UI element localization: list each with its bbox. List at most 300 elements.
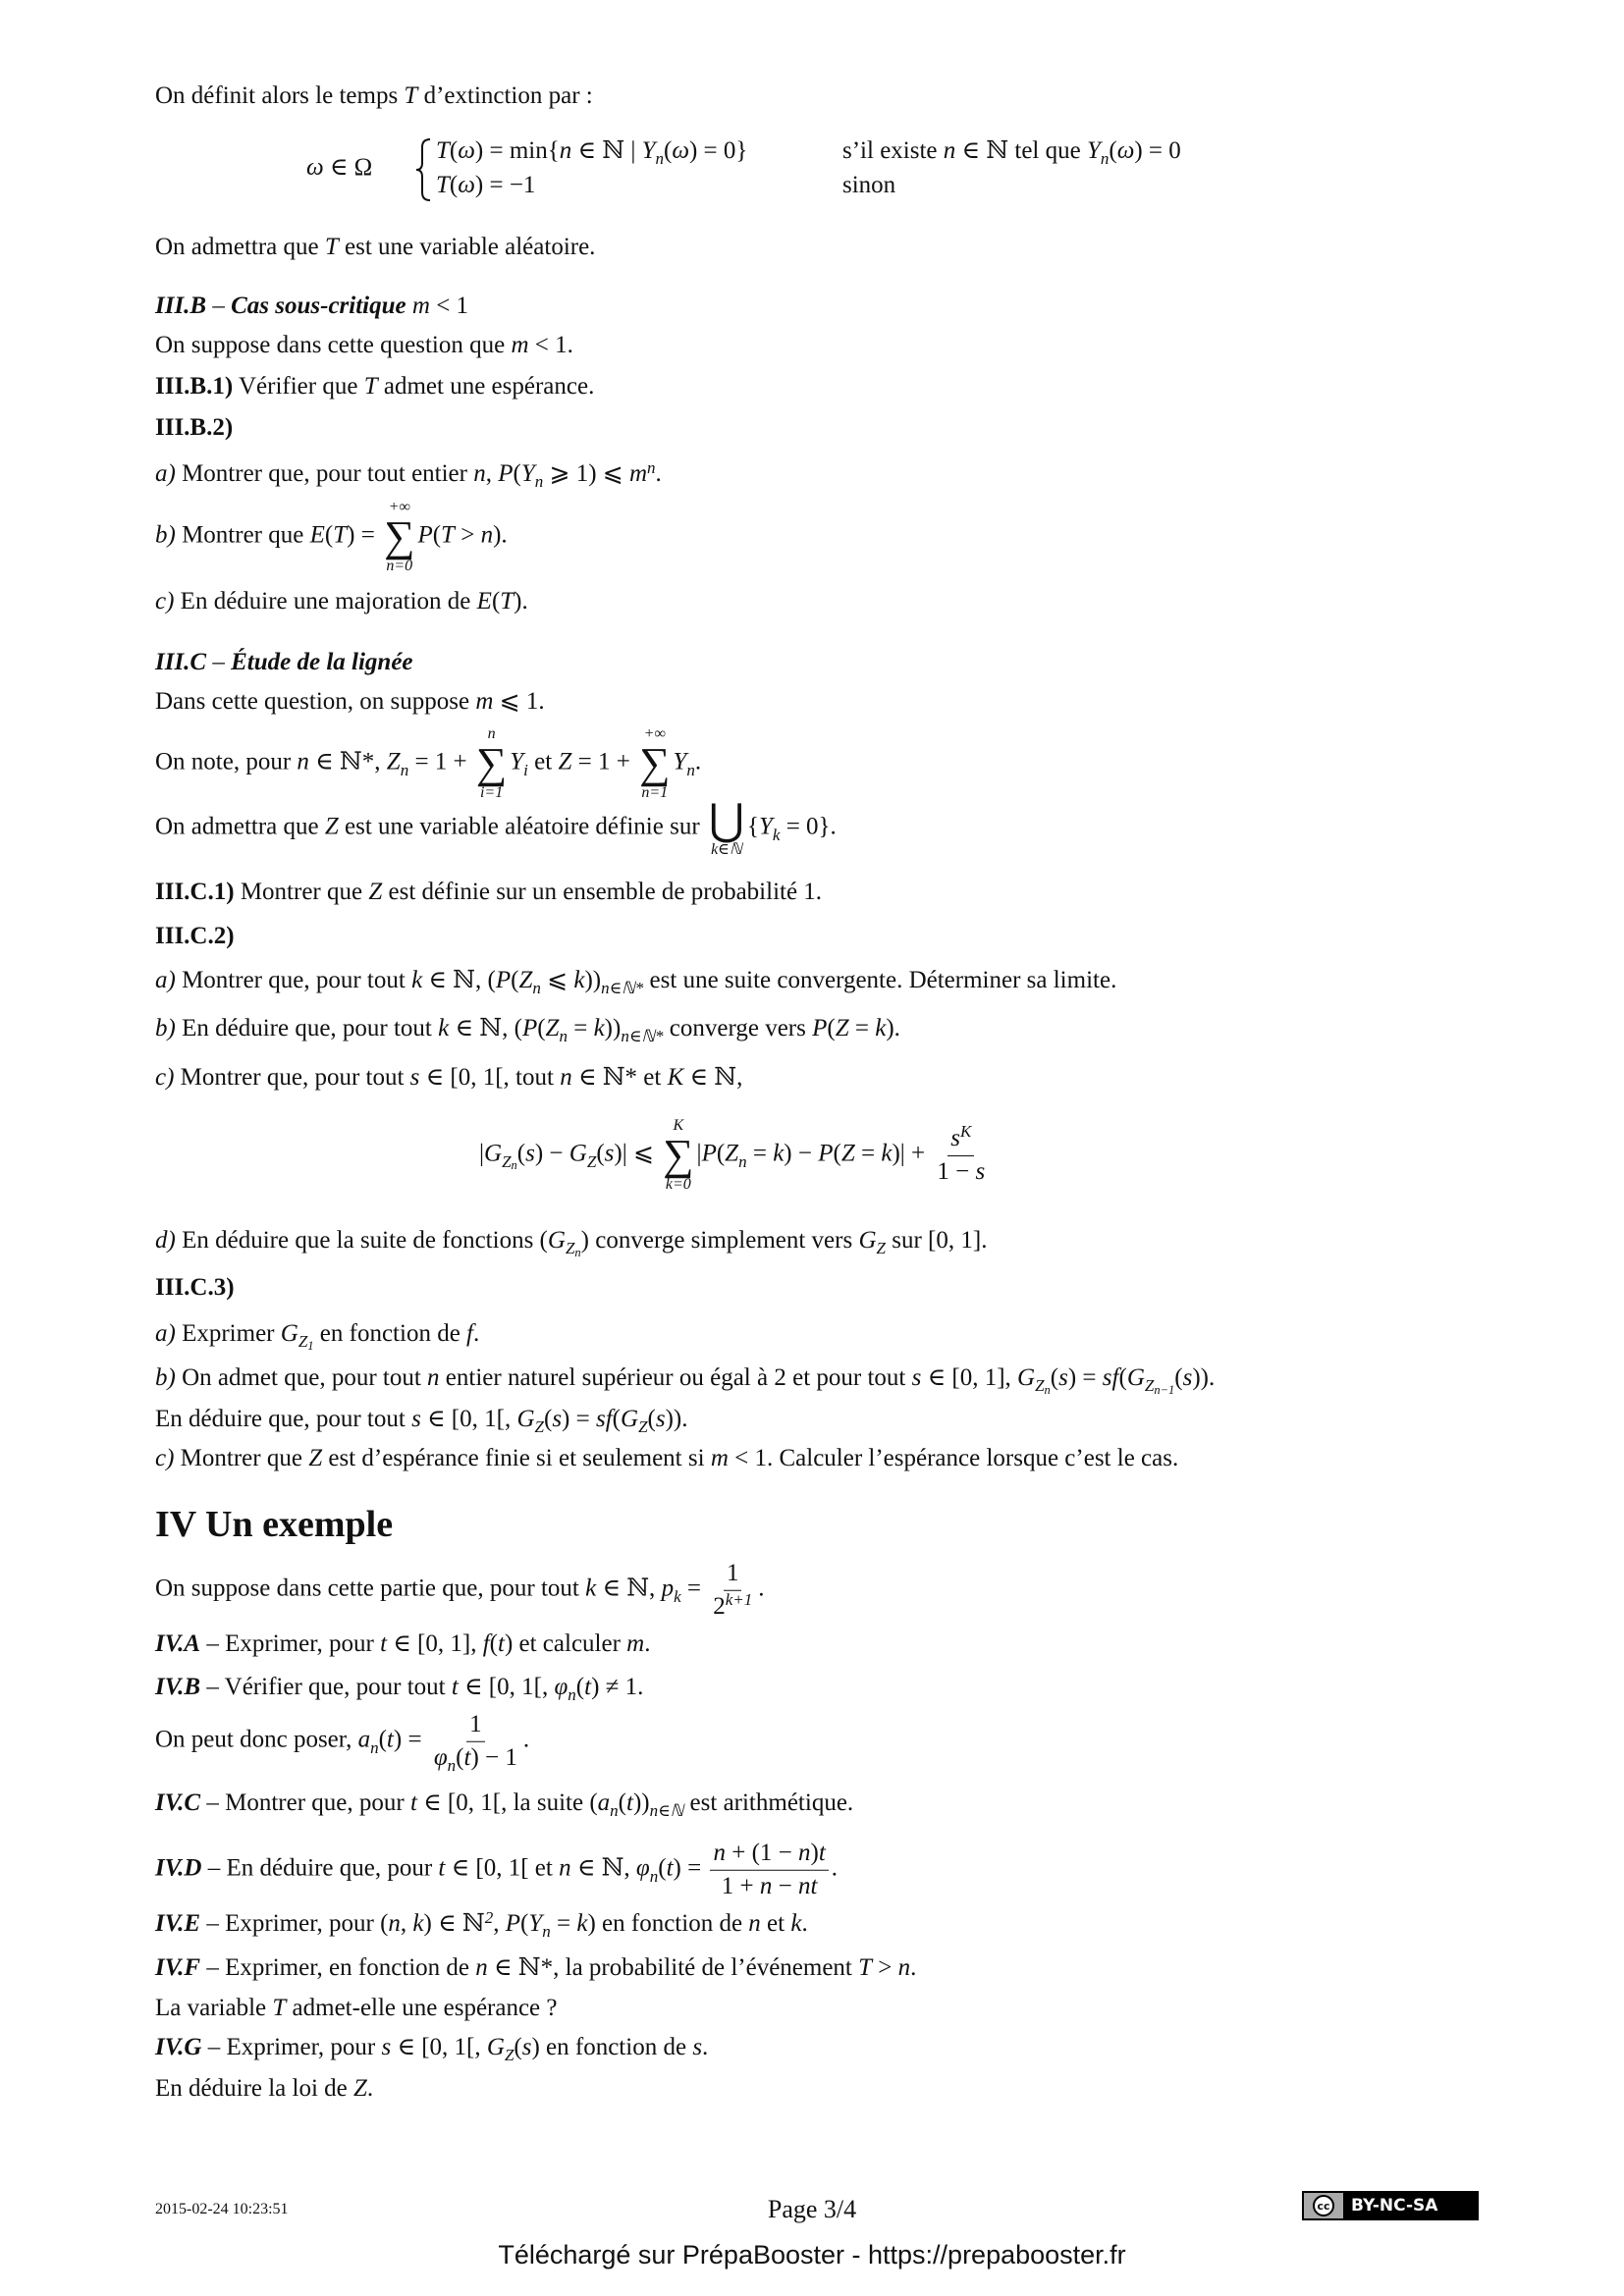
text-line [155, 648, 413, 677]
text-run: t [386, 1726, 394, 1753]
page-number: Page 3/4 [767, 2195, 857, 2223]
text-run: a) [155, 460, 176, 487]
text-run: φ [433, 1743, 448, 1771]
text-run: m [626, 1630, 645, 1657]
text-run: k [790, 1910, 802, 1937]
text-run: ω [1116, 137, 1135, 164]
text-run: . [910, 1954, 917, 1981]
text-run: < 1. Calculer l’espérance lorsque c’est le cas. [728, 1445, 1179, 1471]
sum-upper-bound: K [673, 1117, 684, 1134]
download-notice: Téléchargé sur PrépaBooster - https://prepabooster.fr [498, 2240, 1126, 2269]
text-run: Montrer que [175, 521, 310, 549]
text-line [155, 1014, 900, 1043]
text-run: c) [155, 588, 175, 614]
text-run: t [818, 1839, 826, 1866]
text-line [155, 1994, 558, 2023]
text-run: s [552, 1406, 563, 1432]
text-run: – Exprimer, pour ( [200, 1910, 389, 1937]
text-line [155, 2033, 708, 2062]
text-run: = [567, 1015, 594, 1041]
text-run: En déduire une majoration de [174, 588, 477, 614]
text-run: est une variable aléatoire définie sur [338, 813, 706, 840]
text-run: n [1044, 1382, 1051, 1397]
text-run: On suppose dans cette partie que, pour tout [155, 1575, 586, 1602]
text-run: ( [612, 1406, 621, 1432]
text-run: – Montrer que, pour [200, 1789, 410, 1816]
text-run: est d’espérance finie si et seulement si [322, 1445, 711, 1471]
text-run: est une suite convergente. Déterminer sa limite. [643, 967, 1117, 993]
text-run: 1 − [937, 1157, 976, 1185]
text-line [155, 1909, 808, 1939]
text-run: ∈ ℕ tel que [955, 137, 1087, 164]
text-run: ( [1050, 1364, 1059, 1391]
text-run: P [812, 1015, 828, 1041]
text-run: − [772, 1872, 799, 1899]
fraction-numerator [710, 1840, 828, 1871]
text-run: Z [502, 1151, 512, 1171]
text-run: > [872, 1954, 898, 1981]
text-run: t [666, 1854, 674, 1882]
text-run: ) = 0 [1134, 137, 1181, 164]
text-run: ( [1109, 137, 1117, 164]
fraction-numerator [724, 1560, 742, 1591]
text-run: . [702, 2034, 709, 2060]
text-run: n [610, 1800, 619, 1820]
text-run: est une variable aléatoire. [338, 234, 596, 260]
text-run: n [798, 1839, 811, 1866]
text-run: ). [886, 1015, 900, 1041]
text-run: ω [672, 137, 689, 164]
text-line [155, 500, 508, 574]
text-run: IV.C [155, 1789, 201, 1816]
text-run: ∈ ℕ, ( [422, 967, 496, 993]
text-run: 1 [469, 1710, 482, 1737]
text-run: a) [155, 1320, 176, 1347]
text-run: ) = −1 [474, 172, 536, 198]
text-line [842, 171, 895, 200]
text-run: s [975, 1157, 986, 1185]
fraction-denominator [934, 1156, 988, 1187]
text-run: n [534, 471, 544, 491]
text-run: = 1 + [571, 748, 637, 775]
sum-lower-bound: k=0 [665, 1176, 691, 1193]
text-run: On admettra que [155, 234, 325, 260]
text-run: p [661, 1575, 675, 1602]
text-run: Montrer que, pour tout [174, 1064, 410, 1091]
text-run: K [667, 1064, 684, 1091]
math-fraction [710, 1560, 755, 1622]
text-run: G [1126, 1364, 1145, 1391]
text-run: Y [528, 1910, 543, 1937]
text-run: t [463, 1743, 471, 1771]
text-line [155, 1363, 1216, 1397]
text-run: ( [543, 1406, 553, 1432]
sum-lower-bound: i=1 [479, 784, 504, 801]
text-run: k [411, 967, 423, 993]
text-run: s’il existe [842, 137, 944, 164]
text-run: ( [1118, 1364, 1127, 1391]
text-run: ) − [534, 1140, 569, 1167]
text-run: + (1 − [725, 1839, 799, 1866]
text-run: Z [840, 1140, 855, 1167]
sum-lower-bound: k∈ℕ [711, 841, 742, 858]
text-run: ( [575, 1674, 585, 1700]
text-run: ( [456, 1743, 464, 1771]
fraction-denominator [719, 1871, 821, 1901]
text-line [155, 372, 594, 401]
text-run: Étude de la lignée [231, 649, 413, 675]
text-run: )| + [892, 1140, 932, 1167]
text-run: ) = [562, 1406, 596, 1432]
text-run: P [701, 1140, 717, 1167]
text-run: n [559, 1854, 571, 1882]
text-line [479, 1118, 991, 1193]
math-fraction [431, 1711, 520, 1773]
text-run: E [476, 588, 492, 614]
text-run: a [357, 1726, 371, 1753]
text-run: ∈ [0, 1[, la suite ( [416, 1789, 598, 1816]
text-run: t [451, 1674, 459, 1700]
text-run: ∈ ℕ*, la probabilité de l’événement [487, 1954, 859, 1981]
text-run: ( [378, 1726, 387, 1753]
text-line [155, 1319, 480, 1353]
text-run: Dans cette question, on suppose [155, 688, 476, 715]
text-run: ( [716, 1140, 726, 1167]
text-line [842, 136, 1181, 166]
text-run: Z [876, 1238, 886, 1257]
text-run: ( [833, 1140, 841, 1167]
text-run: . [831, 1854, 839, 1882]
text-run: ( [491, 588, 501, 614]
fraction-denominator [710, 1591, 755, 1622]
text-run: s [1182, 1364, 1193, 1391]
text-run: )). [665, 1406, 688, 1432]
text-run: – [206, 649, 232, 675]
text-run: ). [493, 521, 508, 549]
text-run: – [206, 293, 232, 319]
text-run: ) en fonction de [531, 2034, 693, 2060]
text-run: n [427, 1364, 440, 1391]
text-run: ) = 0} [688, 137, 748, 164]
text-run: n [647, 457, 656, 477]
text-run: ) = [1067, 1364, 1103, 1391]
text-run: ( [618, 1789, 626, 1816]
text-run: converge vers [663, 1015, 813, 1041]
sum-symbol: ∑ [663, 1131, 694, 1179]
text-run: ∈ ℕ | [571, 137, 642, 164]
text-run: n∈ℕ [649, 1800, 684, 1820]
text-line [155, 233, 595, 262]
text-run: n [759, 1872, 773, 1899]
text-run: n−1 [1154, 1382, 1175, 1397]
text-run: Cas sous-critique [231, 293, 406, 319]
text-run: s [950, 1124, 961, 1151]
text-run: = [746, 1140, 774, 1167]
text-line [155, 81, 593, 111]
math-sum-operator [384, 500, 414, 574]
text-run: ∈ ℕ, [570, 1854, 636, 1882]
text-run: admet-elle une espérance ? [286, 1995, 558, 2021]
text-line [155, 687, 545, 717]
text-run: La variable [155, 1995, 273, 2021]
text-run: n [574, 1245, 581, 1259]
text-line [155, 1444, 1178, 1473]
text-run: ) ≠ 1. [591, 1674, 644, 1700]
text-run: K [960, 1122, 972, 1142]
text-run: i [523, 760, 528, 779]
text-run: III.B [155, 293, 207, 319]
text-run: ∈ ℕ* et [571, 1064, 668, 1091]
text-run: Z [586, 1151, 597, 1171]
text-run: T [272, 1995, 287, 2021]
text-run: n [738, 1151, 747, 1171]
text-run: n [686, 760, 695, 779]
text-run: ⩾ 1) ⩽ [543, 460, 629, 487]
text-run: T [324, 234, 339, 260]
text-run: m [628, 460, 648, 487]
text-run: Z [565, 1238, 575, 1257]
text-line [155, 292, 468, 321]
text-run: III.B.2) [155, 414, 234, 441]
text-run: a [597, 1789, 611, 1816]
text-run: )). [1192, 1364, 1216, 1391]
text-run: Z [545, 1015, 560, 1041]
text-run: < 1 [429, 293, 469, 319]
text-run: Z [298, 1331, 308, 1351]
text-run: et [527, 748, 559, 775]
text-run: ) = [393, 1726, 428, 1753]
text-run: P [521, 1015, 538, 1041]
text-line [155, 331, 573, 360]
text-run: 1 [726, 1559, 739, 1586]
text-run: ) − [784, 1140, 819, 1167]
text-run: Exprimer [175, 1320, 281, 1347]
text-run: Z [1144, 1375, 1155, 1395]
text-run: n [559, 137, 572, 164]
text-run: < 1. [528, 332, 573, 358]
text-run: On suppose dans cette question que [155, 332, 512, 358]
text-run: ∈ [0, 1[, tout [419, 1064, 561, 1091]
text-line [155, 1789, 853, 1818]
text-run: P [495, 967, 512, 993]
text-run: ∈ ℕ*, [308, 748, 387, 775]
text-run: s [525, 1140, 535, 1167]
text-run: s [692, 2034, 703, 2060]
text-run: ) ∈ ℕ [423, 1910, 485, 1937]
text-run: m [710, 1445, 729, 1471]
text-run: t [438, 1854, 446, 1882]
text-run: ω [458, 137, 475, 164]
text-run: ∈ [0, 1[, [420, 1406, 517, 1432]
text-run: P [417, 521, 433, 549]
text-run: k [585, 1575, 597, 1602]
text-run: G [1017, 1364, 1036, 1391]
text-run: ) en fonction de [587, 1910, 749, 1937]
text-run: ) − 1 [470, 1743, 517, 1771]
text-run: En déduire la loi de [155, 2075, 354, 2102]
text-run: n [655, 148, 664, 168]
text-run: sf [595, 1406, 613, 1432]
text-run: III.C [155, 649, 207, 675]
footer-timestamp: 2015-02-24 10:23:51 [155, 2201, 289, 2217]
text-run: ω [458, 172, 475, 198]
text-run: Z [835, 1015, 849, 1041]
text-run: = 0}. [780, 813, 837, 840]
text-run: . [522, 1726, 530, 1753]
text-run: On admet que, pour tout [175, 1364, 428, 1391]
text-run: 1 [307, 1338, 314, 1353]
text-run: ( [596, 1140, 605, 1167]
text-run: ( [520, 1910, 529, 1937]
fraction-numerator [466, 1711, 485, 1742]
text-run: IV Un exemple [155, 1504, 394, 1546]
text-run: ( [516, 1140, 526, 1167]
text-run: G [568, 1140, 587, 1167]
text-run: T [441, 521, 455, 549]
text-run: n [649, 1866, 659, 1886]
text-run: t [409, 1789, 417, 1816]
text-run: k [875, 1015, 887, 1041]
text-run: ( [514, 2034, 522, 2060]
text-run: – En déduire que, pour [201, 1854, 439, 1882]
text-run: Y [759, 813, 773, 840]
text-run: ) = min{ [474, 137, 560, 164]
text-run: n [475, 1954, 488, 1981]
text-run: ). [514, 588, 528, 614]
text-run: k [438, 1015, 450, 1041]
text-run: n [943, 137, 956, 164]
text-run: n∈ℕ* [621, 1026, 664, 1045]
text-run: ( [489, 1630, 498, 1657]
fraction-numerator [947, 1122, 974, 1156]
sum-symbol: ∑ [384, 512, 415, 561]
text-run: s [655, 1406, 666, 1432]
text-run: . [655, 460, 662, 487]
text-run: G [858, 1227, 877, 1254]
text-run: f [482, 1630, 490, 1657]
text-run: b) [155, 1015, 176, 1041]
text-run: . [644, 1630, 651, 1657]
text-run: n [532, 978, 541, 997]
text-run: = 1 + [408, 748, 473, 775]
text-line [155, 1840, 838, 1901]
text-run: ( [658, 1854, 667, 1882]
text-run: k [573, 967, 585, 993]
section-heading [155, 1503, 393, 1548]
text-run: G [516, 1406, 535, 1432]
text-run: sinon [842, 172, 896, 198]
cc-logo: cc [1304, 2193, 1343, 2218]
text-run: – Exprimer, pour [200, 1630, 381, 1657]
text-run: IV.A [155, 1630, 201, 1657]
text-run: T [500, 588, 514, 614]
text-run: b) [155, 521, 176, 549]
text-run: Z [725, 1140, 739, 1167]
math-sum-operator [708, 796, 744, 858]
text-run: III.C.3) [155, 1274, 235, 1301]
text-run: P [498, 460, 514, 487]
text-run: ⩽ 1. [493, 688, 545, 715]
text-run: )) [632, 1789, 650, 1816]
text-run: f [466, 1320, 473, 1347]
text-run: s [411, 1406, 421, 1432]
text-run: ( [1174, 1364, 1183, 1391]
text-run: a) [155, 967, 176, 993]
text-run: T [404, 82, 418, 109]
text-run: ∈ Ω [323, 154, 373, 181]
text-run: ) = [673, 1854, 708, 1882]
text-run: IV.E [155, 1910, 201, 1937]
text-run: )) [584, 967, 602, 993]
text-run: ( [449, 137, 459, 164]
text-line [155, 1711, 529, 1773]
text-run: k+1 [725, 1590, 753, 1609]
text-line [155, 2074, 373, 2104]
text-run: 1 + [721, 1872, 760, 1899]
text-run: ∈ ℕ, [683, 1064, 743, 1091]
text-run: , [493, 1910, 506, 1937]
text-run: m [475, 688, 494, 715]
text-run: n [897, 1954, 911, 1981]
text-run: m [511, 332, 529, 358]
text-run: ∈ [0, 1[, [391, 2034, 487, 2060]
text-run: On note, pour [155, 748, 298, 775]
text-run: ( [511, 967, 519, 993]
math-fraction [934, 1122, 988, 1187]
text-run: Montrer que, pour tout entier [175, 460, 474, 487]
text-run: )| ⩽ [614, 1140, 661, 1167]
text-run: ( [449, 172, 459, 198]
text-run: k [674, 1586, 681, 1606]
text-line [155, 878, 822, 907]
text-run: III.C.1) [155, 879, 235, 905]
text-run: d) [155, 1227, 176, 1254]
text-run: On peut donc poser, [155, 1726, 358, 1753]
text-run: En déduire que, pour tout [155, 1406, 412, 1432]
text-line [155, 726, 701, 801]
text-run: Y [641, 137, 656, 164]
text-run: k [773, 1140, 785, 1167]
text-line [155, 1560, 765, 1622]
sum-upper-bound: +∞ [643, 725, 666, 742]
text-run: En déduire que la suite de fonctions ( [175, 1227, 548, 1254]
text-run: P [818, 1140, 834, 1167]
text-run: entier naturel supérieur ou égal à 2 et pour tout [439, 1364, 912, 1391]
text-run: , [400, 1910, 413, 1937]
text-run: = [854, 1140, 882, 1167]
text-run: n [480, 521, 494, 549]
text-line [306, 153, 372, 183]
text-run: ⩽ [540, 967, 574, 993]
text-run: . [694, 748, 702, 775]
text-run: n∈ℕ* [601, 978, 644, 997]
text-run: c) [155, 1445, 175, 1471]
text-run: n [568, 1684, 576, 1704]
text-run: T [363, 373, 378, 400]
text-run: t [625, 1789, 633, 1816]
text-run: = [550, 1910, 577, 1937]
text-run: ∈ ℕ, ( [449, 1015, 522, 1041]
text-run: est arithmétique. [683, 1789, 854, 1816]
text-run: ( [647, 1406, 656, 1432]
text-run: Montrer que, pour tout [175, 967, 412, 993]
text-run: T [436, 172, 450, 198]
text-line [155, 587, 528, 616]
text-line [155, 1273, 235, 1303]
text-run: n [542, 1921, 551, 1941]
text-line [155, 413, 233, 443]
text-run: t [497, 1630, 505, 1657]
